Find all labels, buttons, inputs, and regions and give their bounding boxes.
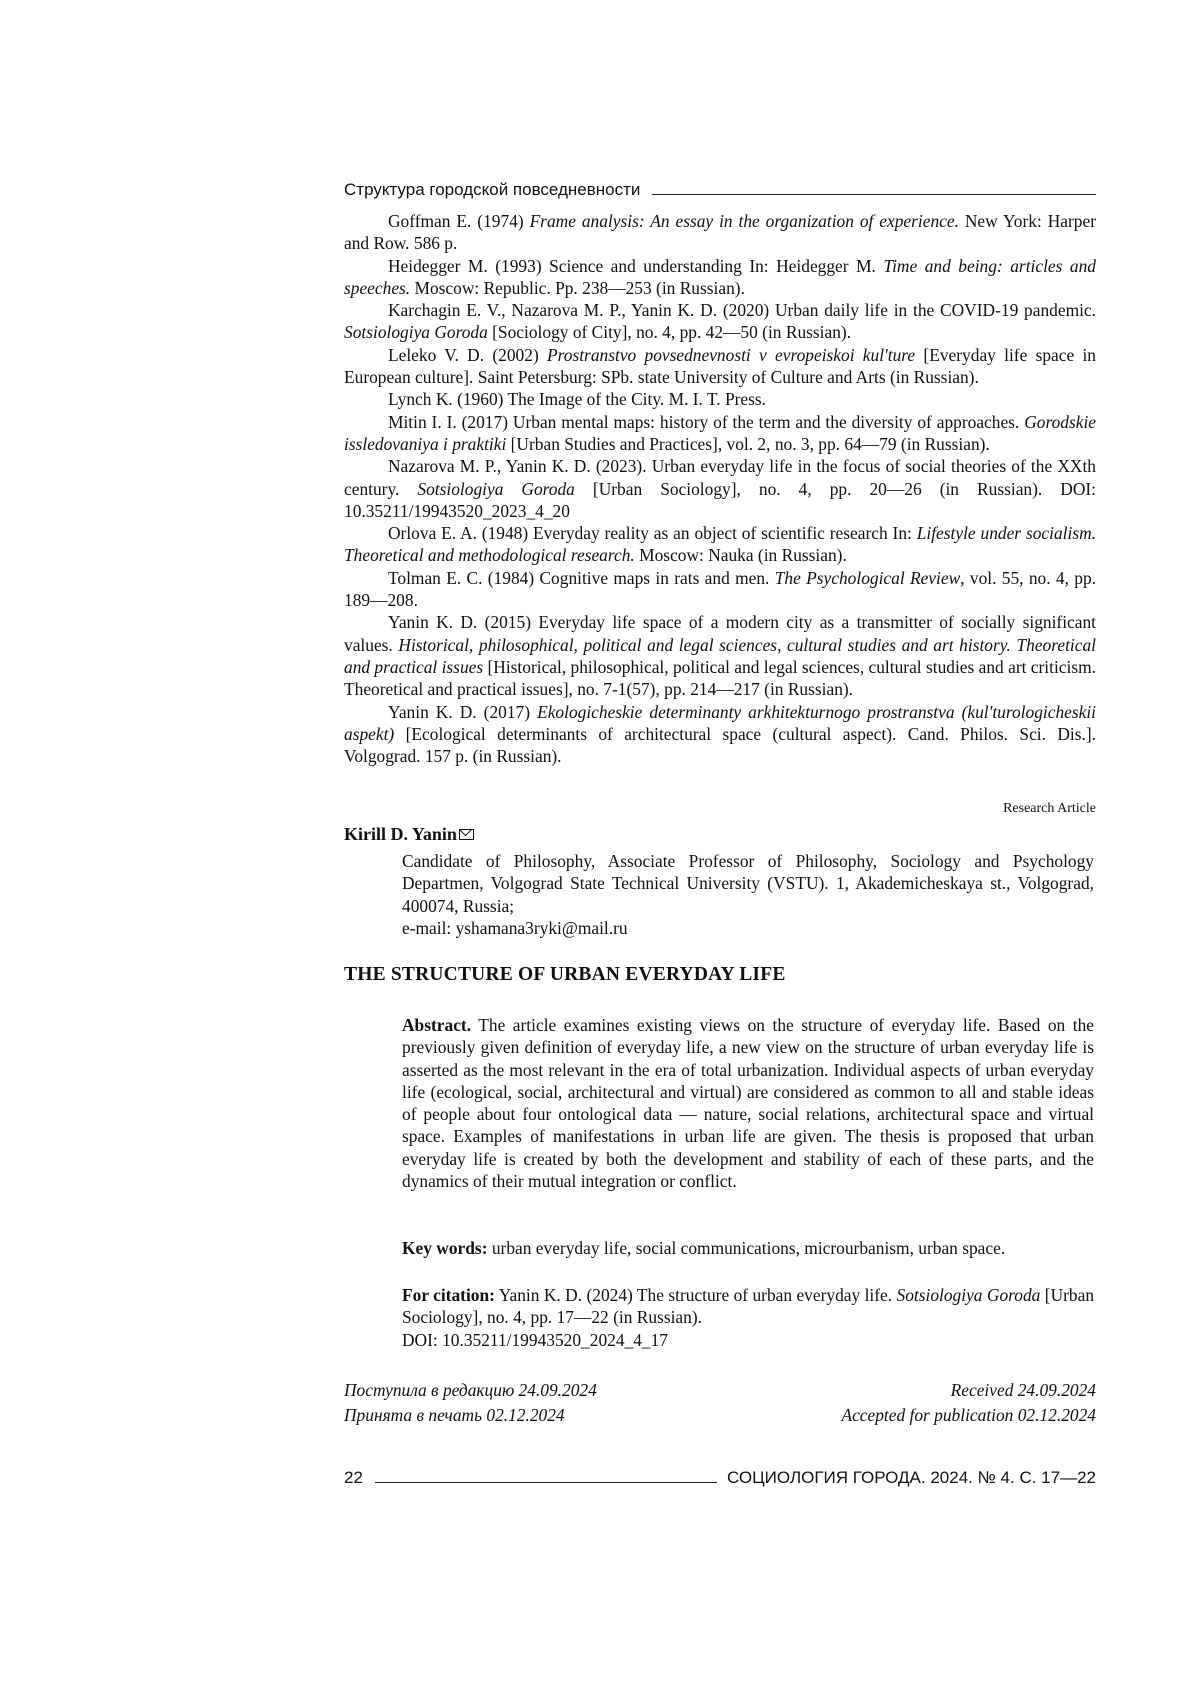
reference-source-title: Time and being: articles and speeches. bbox=[344, 255, 1096, 298]
abstract-text: The article examines existing views on the structure of everyday life. Based on the previously given definition of everyday life, a new view on the structure of urban everyday life is asserted as the most relevant in the era of total urbanization. Individual aspects of urban everyday life (ecological, social, architectural and virtual) are considered as common to all and stable ideas of people about four ontological data — nature, social relations, architectural space and virtual space. Examples of manifestations in urban life are given. The thesis is proposed that urban everyday life is created by both the development and stability of each of these parts, and the dynamics of their mutual integration or conflict. bbox=[402, 1015, 1094, 1192]
reference-entry bbox=[344, 522, 1096, 567]
reference-entry bbox=[344, 255, 1096, 300]
reference-entry bbox=[344, 299, 1096, 344]
reference-entry bbox=[344, 344, 1096, 389]
reference-text: Nazarova M. P., Yanin K. D. (2023). Urban everyday life in the focus of social theories of the XXth century. bbox=[344, 456, 1096, 499]
author-email: e-mail: yshamana3ryki@mail.ru bbox=[402, 917, 628, 938]
header-rule bbox=[652, 194, 1096, 195]
reference-text: [Urban Studies and Practices], vol. 2, no. 3, pp. 64—79 (in Russian). bbox=[506, 433, 990, 454]
reference-text: Moscow: Nauka (in Russian). bbox=[634, 545, 847, 566]
author-affiliation bbox=[402, 850, 1094, 939]
reference-text: Orlova E. A. (1948) Everyday reality as an object of scientific research In: bbox=[388, 523, 917, 544]
mail-icon bbox=[459, 829, 474, 840]
reference-text: Karchagin E. V., Nazarova M. P., Yanin K. D. (2020) Urban daily life in the COVID-19 pandemic. bbox=[388, 300, 1096, 321]
reference-text: , vol. 55, no. 4, pp. 189—208. bbox=[344, 567, 1096, 611]
article-type-label: Research Article bbox=[1003, 801, 1096, 816]
author-name-line bbox=[344, 824, 474, 845]
citation-journal: Sotsiologiya Goroda bbox=[896, 1285, 1041, 1305]
reference-entry bbox=[344, 411, 1096, 456]
accepted-date-en: Accepted for publication 02.12.2024 bbox=[841, 1405, 1096, 1425]
running-header bbox=[344, 174, 1096, 198]
journal-citation: СОЦИОЛОГИЯ ГОРОДА. 2024. № 4. С. 17—22 bbox=[726, 1468, 1096, 1487]
reference-text: Tolman E. C. (1984) Cognitive maps in rats and men. bbox=[388, 567, 775, 588]
keywords-label: Key words: bbox=[402, 1238, 488, 1258]
reference-text: Heidegger M. (1993) Science and understanding In: Heidegger M. bbox=[388, 255, 884, 276]
reference-source-title: Historical, philosophical, political and legal sciences, cultural studies and art history. Theoretical and practical issues bbox=[344, 634, 1097, 677]
reference-text: Mitin I. I. (2017) Urban mental maps: history of the term and the diversity of approaches. bbox=[388, 411, 1025, 432]
reference-source-title: Sotsiologiya Goroda bbox=[417, 478, 575, 499]
reference-source-title: Gorodskie issledovaniya i praktiki bbox=[344, 411, 1096, 454]
reference-text: Leleko V. D. (2002) bbox=[388, 344, 548, 365]
references-list bbox=[344, 210, 1096, 767]
reference-entry bbox=[344, 567, 1096, 612]
citation bbox=[402, 1284, 1094, 1351]
citation-post: [Urban Sociology], no. 4, pp. 17—22 (in Russian). bbox=[402, 1285, 1095, 1328]
running-title: Структура городской повседневности bbox=[344, 180, 641, 199]
reference-entry bbox=[344, 455, 1096, 522]
reference-text: Lynch K. (1960) The Image of the City. M. I. T. Press. bbox=[388, 389, 767, 410]
reference-text: Moscow: Republic. Pp. 238—253 (in Russian). bbox=[410, 277, 745, 298]
dates-russian bbox=[344, 1378, 597, 1428]
abstract-label: Abstract. bbox=[402, 1015, 472, 1035]
reference-text: [Historical, philosophical, political and legal sciences, cultural studies and art criticism. Theoretical and practical issues], no. 7-1(57), pp. 214—217 (in Russian). bbox=[344, 656, 1096, 700]
abstract bbox=[402, 1014, 1094, 1192]
reference-text: Goffman E. (1974) bbox=[388, 211, 530, 231]
dates-english bbox=[841, 1378, 1096, 1428]
reference-entry bbox=[344, 388, 1096, 410]
keywords bbox=[402, 1237, 1094, 1259]
citation-label: For citation: bbox=[402, 1285, 495, 1305]
reference-entry bbox=[344, 701, 1096, 768]
received-date-ru: Поступила в редакцию 24.09.2024 bbox=[344, 1380, 597, 1400]
footer-rule bbox=[375, 1482, 717, 1483]
article-title: THE STRUCTURE OF URBAN EVERYDAY LIFE bbox=[344, 964, 786, 985]
citation-pre: Yanin K. D. (2024) The structure of urban everyday life. bbox=[494, 1285, 897, 1305]
keywords-text: urban everyday life, social communications, microurbanism, urban space. bbox=[487, 1238, 1006, 1258]
reference-text: [Everyday life space in European culture]. Saint Petersburg: SPb. state University of Culture and Arts (in Russian). bbox=[344, 344, 1097, 388]
accepted-date-ru: Принята в печать 02.12.2024 bbox=[344, 1405, 565, 1425]
reference-text: Yanin K. D. (2017) bbox=[388, 701, 538, 722]
received-date-en: Received 24.09.2024 bbox=[950, 1380, 1096, 1400]
page-number: 22 bbox=[344, 1468, 363, 1487]
affiliation-text: Candidate of Philosophy, Associate Professor of Philosophy, Sociology and Psychology Departmen, Volgograd State Technical University (VSTU). 1, Akademicheskaya st., Volgograd, 400074, Russia; bbox=[402, 851, 1094, 916]
page-footer bbox=[344, 1462, 1096, 1486]
reference-source-title: Ekologicheskie determinanty arkhitekturnogo prostranstva (kul'turologicheskii aspekt) bbox=[344, 701, 1097, 744]
reference-text: Yanin K. D. (2015) Everyday life space of a modern city as a transmitter of socially significant values. bbox=[344, 612, 1096, 655]
author-name: Kirill D. Yanin bbox=[344, 824, 457, 844]
reference-entry bbox=[344, 210, 1096, 255]
citation-doi: DOI: 10.35211/19943520_2024_4_17 bbox=[402, 1329, 669, 1350]
reference-source-title: Sotsiologiya Goroda bbox=[344, 322, 488, 343]
reference-source-title: Prostranstvo povsednevnosti v evropeiskoi kul'ture bbox=[547, 344, 916, 365]
reference-text: New York: Harper and Row. 586 p. bbox=[344, 211, 1097, 254]
reference-entry bbox=[344, 611, 1096, 700]
reference-text: [Ecological determinants of architectural space (cultural aspect). Cand. Philos. Sci. Dis.]. Volgograd. 157 p. (in Russian). bbox=[344, 723, 1096, 767]
reference-source-title: Lifestyle under socialism. Theoretical and methodological research. bbox=[344, 523, 1096, 566]
reference-text: [Sociology of City], no. 4, pp. 42—50 (in Russian). bbox=[487, 322, 852, 343]
reference-text: [Urban Sociology], no. 4, pp. 20—26 (in Russian). DOI: 10.35211/19943520_2023_4_20 bbox=[344, 478, 1097, 521]
reference-source-title: Frame analysis: An essay in the organization of experience. bbox=[529, 211, 959, 231]
reference-source-title: The Psychological Review bbox=[774, 567, 961, 588]
